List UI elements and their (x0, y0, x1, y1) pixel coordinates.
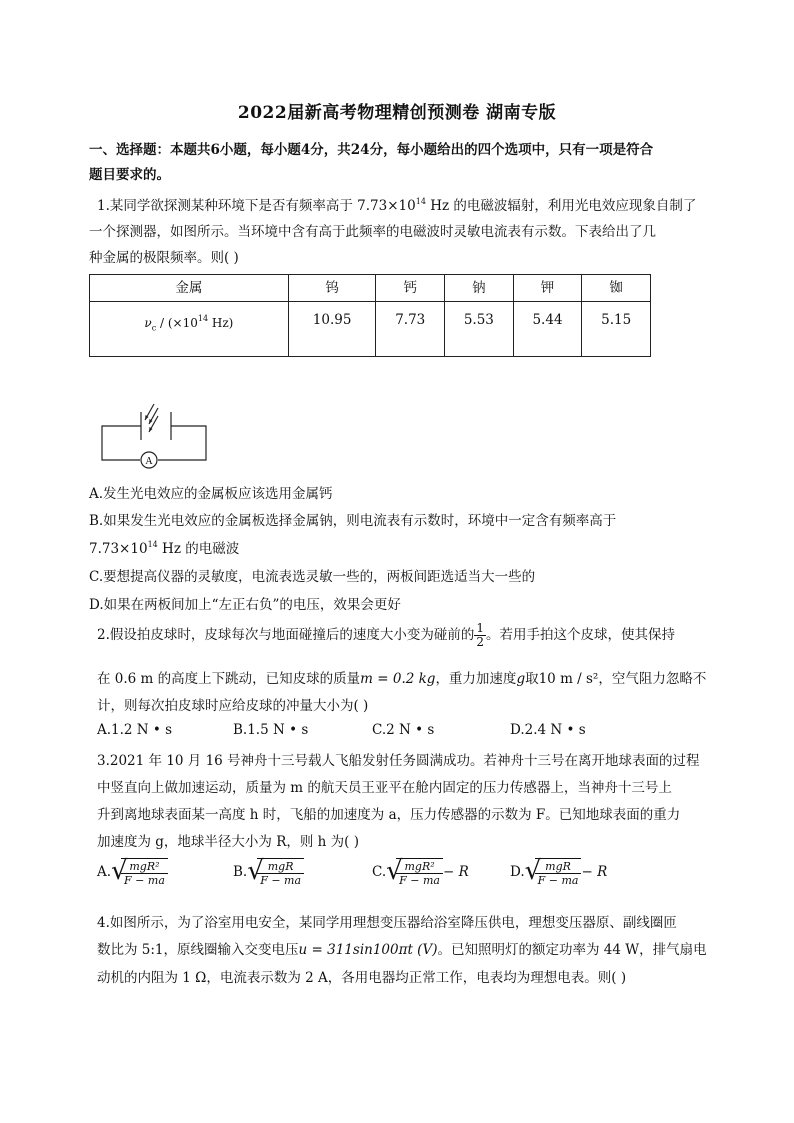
q2-option-a: A.1.2 N • s (97, 722, 173, 738)
q3-line4: 加速度为 g，地球半径大小为 R，则 h 为( ) (97, 834, 359, 850)
table-header: 钨 (288, 275, 376, 302)
section-header-line1: 一、选择题：本题共6小题，每小题4分，共24分，每小题给出的四个选项中，只有一项是符合 (89, 142, 654, 158)
table-row-label: $\nu_c / (\times 10^{14}$ Hz) (90, 302, 289, 357)
q1-option-b-line2: $7.73\times 10^{14}$ Hz 的电磁波 (89, 540, 240, 557)
q3-line3: 升到离地球表面某一高度 h 时，飞船的加速度为 a，压力传感器的示数为 F。已知地球表面的重力 (97, 807, 681, 823)
q3-option-a: A. √ $\frac{\text{mgR²}}{F - ma}$ (97, 858, 168, 887)
q4-line1: 4.如图所示，为了浴室用电安全，某同学用理想变压器给浴室降压供电，理想变压器原、副线圈匝 (97, 915, 677, 931)
q1-line1: 1.某同学欲探测某种环境下是否有频率高于 $7.73\times 10^{14}$ Hz 的电磁波辐射，利用光电效应现象自制了 (97, 197, 697, 214)
page-title: 2022届新高考物理精创预测卷 湖南专版 (237, 103, 557, 123)
table-header: 钾 (513, 275, 582, 302)
q2-option-b: B.1.5 N • s (233, 722, 309, 738)
table-cell: 10.95 (288, 302, 376, 357)
photoelectric-circuit-diagram (96, 398, 212, 470)
q3-option-c: C. √ $\frac{\text{mgR²}}{F - ma}$ − R (372, 856, 469, 887)
q2-option-d: D.2.4 N • s (510, 722, 586, 738)
ammeter-label: A (145, 456, 153, 467)
q3-line1: 3.2021 年 10 月 16 号神舟十三号载人飞船发射任务圆满成功。若神舟十三号在离开地球表面的过程 (97, 753, 700, 769)
q1-option-d: D.如果在两板间加上“左正右负”的电压，效果会更好 (89, 597, 401, 613)
section-header-line2: 题目要求的。 (89, 167, 170, 183)
q2-option-c: C.2 N • s (372, 722, 435, 738)
q2-line3: 计，则每次拍皮球时应给皮球的冲量大小为( ) (97, 698, 369, 714)
q2-line2: 在 0.6 m 的高度上下跳动，已知皮球的质量m = 0.2 kg，重力加速度g取10 m / s²，空气阻力忽略不 (97, 671, 707, 687)
q1-line2: 一个探测器，如图所示。当环境中含有高于此频率的电磁波时灵敏电流表有示数。下表给出了几 (89, 224, 656, 240)
wire-left (102, 426, 141, 460)
table-cell: 7.73 (376, 302, 445, 357)
table-cell: 5.44 (513, 302, 582, 357)
q4-line2: 数比为 5:1，原线圈输入交变电压u = 311sin100πt (V)。已知照明灯的额定功率为 44 W，排气扇电 (97, 942, 707, 958)
fraction-one-half: $\frac{1}{2}$ (476, 621, 485, 649)
q4-line3: 动机的内阻为 1 Ω，电流表示数为 2 A，各用电器均正常工作，电表均为理想电表。则( ) (97, 970, 627, 986)
q1-option-b-line1: B.如果发生光电效应的金属板选择金属钠，则电流表有示数时，环境中一定含有频率高于 (89, 513, 617, 529)
table-header: 铷 (582, 275, 651, 302)
q3-option-b: B. √ $\frac{\text{mgR}}{F - ma}$ (233, 858, 304, 887)
table-header: 金属 (90, 275, 289, 302)
q1-line3: 种金属的极限频率。则( ) (89, 250, 239, 266)
table-cell: 5.15 (582, 302, 651, 357)
q1-option-c: C.要想提高仪器的灵敏度，电流表选灵敏一些的，两板间距选适当大一些的 (89, 569, 536, 585)
q2-line1: 2.假设拍皮球时，皮球每次与地面碰撞后的速度大小变为碰前的 $\frac{1}{2}$ 。若用手拍这个皮球，使其保持 (97, 621, 676, 649)
q1-option-a: A.发生光电效应的金属板应该选用金属钙 (89, 486, 333, 502)
table-header: 钠 (445, 275, 514, 302)
q3-option-d: D. √ $\frac{\text{mgR}}{F - ma}$ − R (510, 856, 608, 887)
table-cell: 5.53 (445, 302, 514, 357)
metal-frequency-table (89, 274, 651, 357)
q3-line2: 中竖直向上做加速运动，质量为 m 的航天员王亚平在舱内固定的压力传感器上，当神舟十三号上 (97, 780, 672, 796)
table-header: 钙 (376, 275, 445, 302)
wire-right (158, 426, 206, 460)
